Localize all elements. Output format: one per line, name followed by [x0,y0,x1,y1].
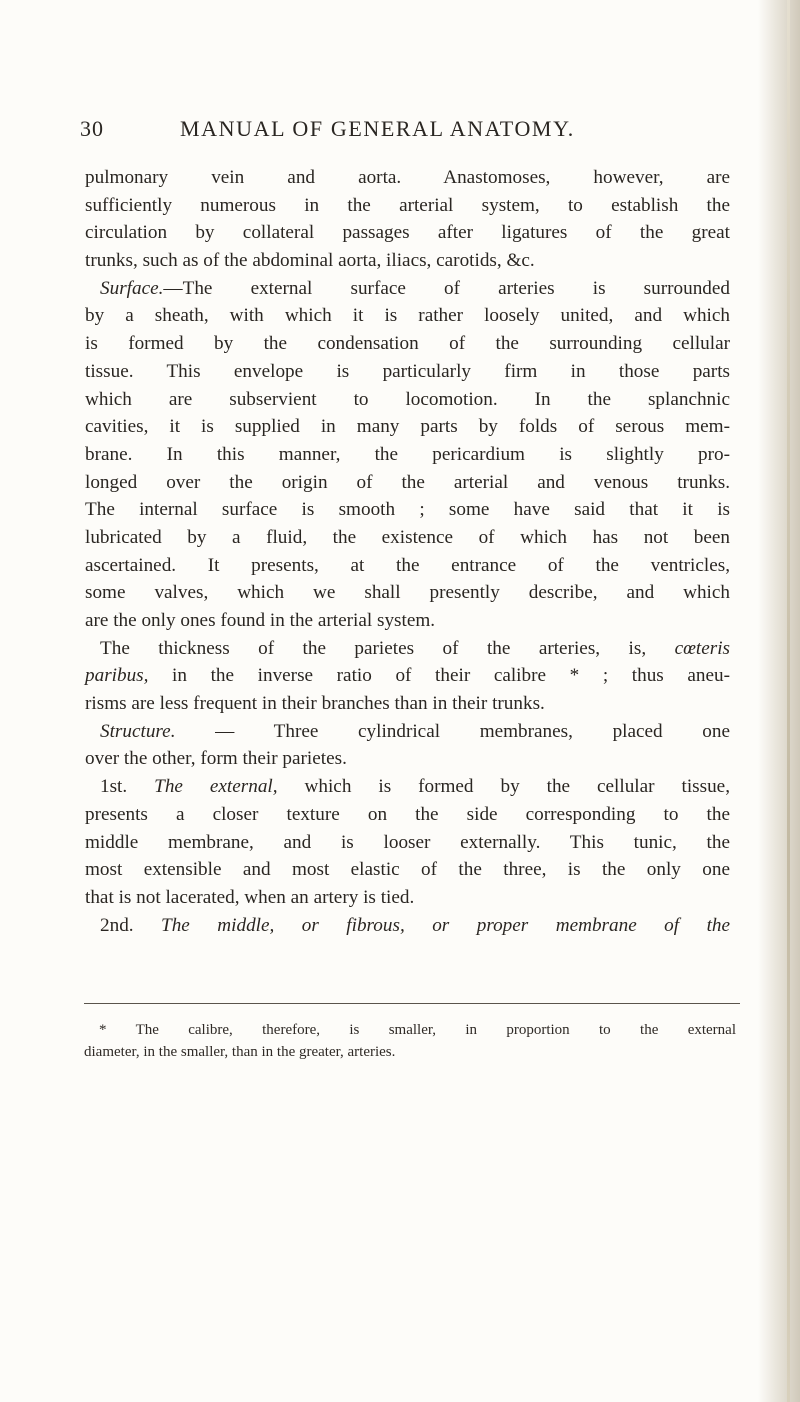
footnote-rule [84,1003,740,1004]
page-edge-shadow [758,0,800,1402]
running-head: MANUAL OF GENERAL ANATOMY. [180,116,575,141]
text-line: The internal surface is smooth ; some have said that it is [85,499,730,521]
text-line: most extensible and most elastic of the three, is the only one [85,859,730,881]
text-line: by a sheath, with which it is rather loosely united, and which [85,305,730,327]
text-line: is formed by the condensation of the surrounding cellular [85,333,730,355]
text-line: pulmonary vein and aorta. Anastomoses, however, are [85,167,730,188]
page-number: 30 [80,116,104,141]
text-line: 1st. The external, which is formed by the cellular tissue, [100,776,730,798]
text-line: ascertained. It presents, at the entrance of the ventricles, [85,554,730,576]
text-line: over the other, form their parietes. [85,748,347,770]
text-line: some valves, which we shall presently describe, and which [85,582,730,604]
footnote-line: diameter, in the smaller, than in the greater, arteries. [84,1044,396,1060]
text-line: The thickness of the parietes of the arteries, is, cœteris [100,637,730,659]
text-line: that is not lacerated, when an artery is tied. [85,886,415,908]
text-line: which are subservient to locomotion. In the splanchnic [85,388,730,410]
text-line: trunks, such as of the abdominal aorta, iliacs, carotids, &c. [85,250,535,272]
section-heading-structure: Structure. [100,720,176,742]
page-edge-line [787,0,790,1402]
text-line: cavities, it is supplied in many parts by folds of serous mem- [85,416,730,438]
text-line: risms are less frequent in their branches than in their trunks. [85,693,545,715]
text-line: lubricated by a fluid, the existence of which has not been [85,526,730,548]
text-line: Surface.—The external surface of arteries is surrounded [100,277,730,299]
latin-phrase: paribus, [85,665,149,687]
text-line: presents a closer texture on the side corresponding to the [85,803,730,825]
latin-phrase: cœteris [674,637,730,659]
section-heading-surface: Surface. [100,277,164,299]
text-line: middle membrane, and is looser externally. This tunic, the [85,831,730,853]
membrane-name: The middle, or fibrous, or proper membrane of the [161,914,731,936]
membrane-name: The external, [154,776,278,798]
footnote [84,1019,736,1063]
text-line: brane. In this manner, the pericardium is slightly pro- [85,443,730,465]
text-line: Structure. — Three cylindrical membranes, placed one [100,720,730,742]
text-line: longed over the origin of the arterial and venous trunks. [85,471,730,493]
text-line: circulation by collateral passages after ligatures of the great [85,222,730,244]
text-line: 2nd. The middle, or fibrous, or proper membrane of the [100,914,731,936]
text-line: tissue. This envelope is particularly firm in those parts [85,360,730,382]
body-text [85,164,730,939]
text-line: paribus, in the inverse ratio of their calibre * ; thus aneu- [85,665,730,687]
text-line: sufficiently numerous in the arterial system, to establish the [85,194,730,216]
page-header [80,116,730,150]
text-line: are the only ones found in the arterial system. [85,610,436,631]
footnote-line: * The calibre, therefore, is smaller, in proportion to the external [99,1022,736,1038]
